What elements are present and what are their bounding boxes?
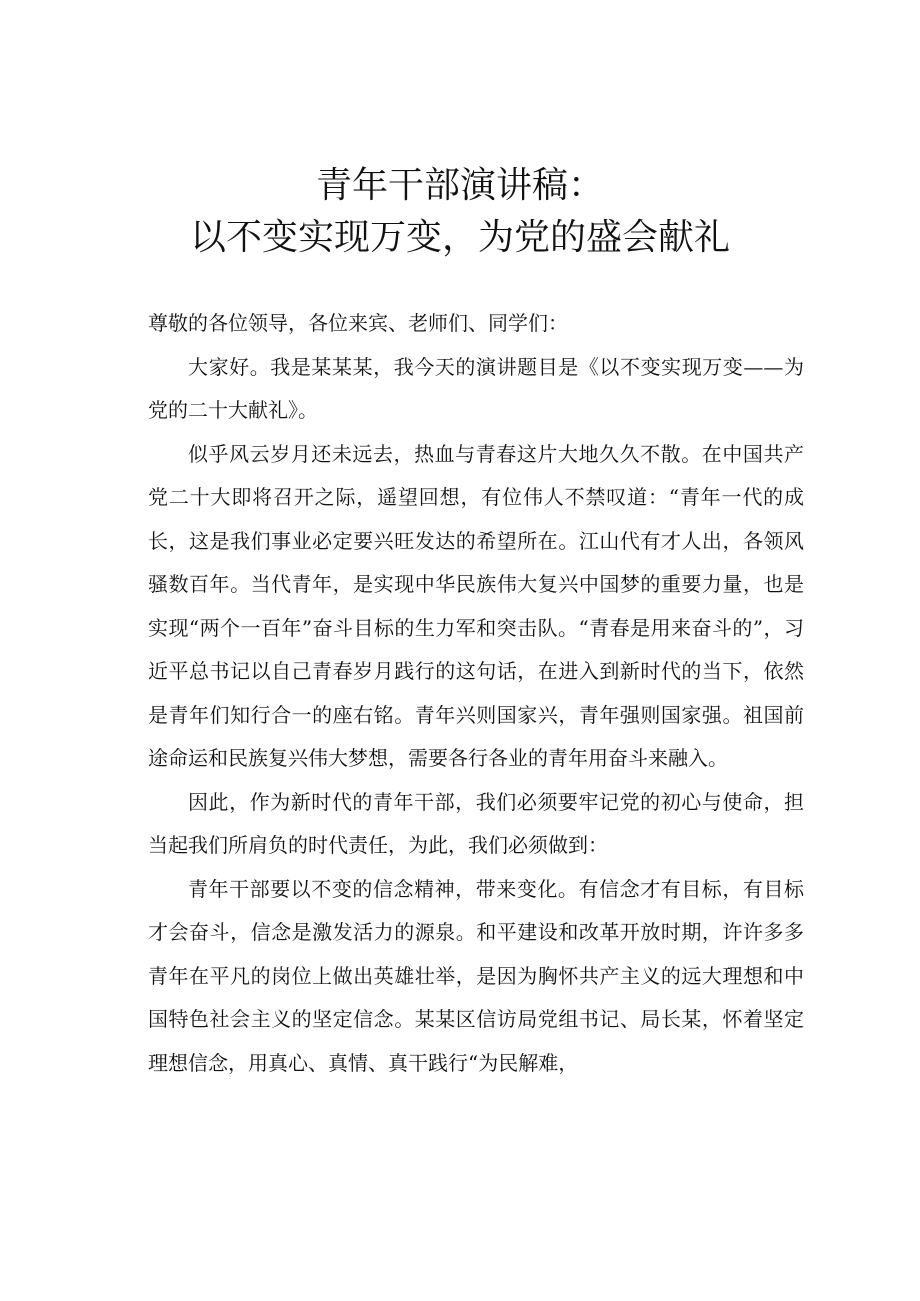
title-line-1: 青年干部演讲稿： — [315, 165, 604, 206]
document-body — [148, 302, 804, 1085]
paragraph-4: 青年干部要以不变的信念精神，带来变化。有信念才有目标，有目标才会奋斗，信念是激发活力的源泉。和平建设和改革开放时期，许许多多青年在平凡的岗位上做出英雄壮举，是因为胸怀共产主义的远大理想和中国特色社会主义的坚定信念。某某区信访局党组书记、局长某，怀着坚定理想信念，用真心、真情、真干践行“为民解难， — [148, 876, 804, 1075]
paragraph-3: 因此，作为新时代的青年干部，我们必须要牢记党的初心与使命，担当起我们所肩负的时代责任，为此，我们必须做到： — [148, 789, 804, 857]
salutation: 尊敬的各位领导，各位来宾、老师们、同学们： — [148, 311, 568, 335]
paragraph-1: 大家好。我是某某某，我今天的演讲题目是《以不变实现万变——为党的二十大献礼》。 — [148, 354, 804, 422]
document-title — [0, 160, 920, 264]
paragraph-2: 似乎风云岁月还未远去，热血与青春这片大地久久不散。在中国共产党二十大即将召开之际，遥望回想，有位伟人不禁叹道：“青年一代的成长，这是我们事业必定要兴旺发达的希望所在。江山代有才人出，各领风骚数百年。当代青年，是实现中华民族伟大复兴中国梦的重要力量，也是实现“两个一百年”奋斗目标的生力军和突击队。“青春是用来奋斗的”，习近平总书记以自己青春岁月践行的这句话，在进入到新时代的当下，依然是青年们知行合一的座右铭。青年兴则国家兴，青年强则国家强。祖国前途命运和民族复兴伟大梦想，需要各行各业的青年用奋斗来融入。 — [148, 441, 804, 770]
title-line-2: 以不变实现万变，为党的盛会献礼 — [189, 217, 730, 258]
